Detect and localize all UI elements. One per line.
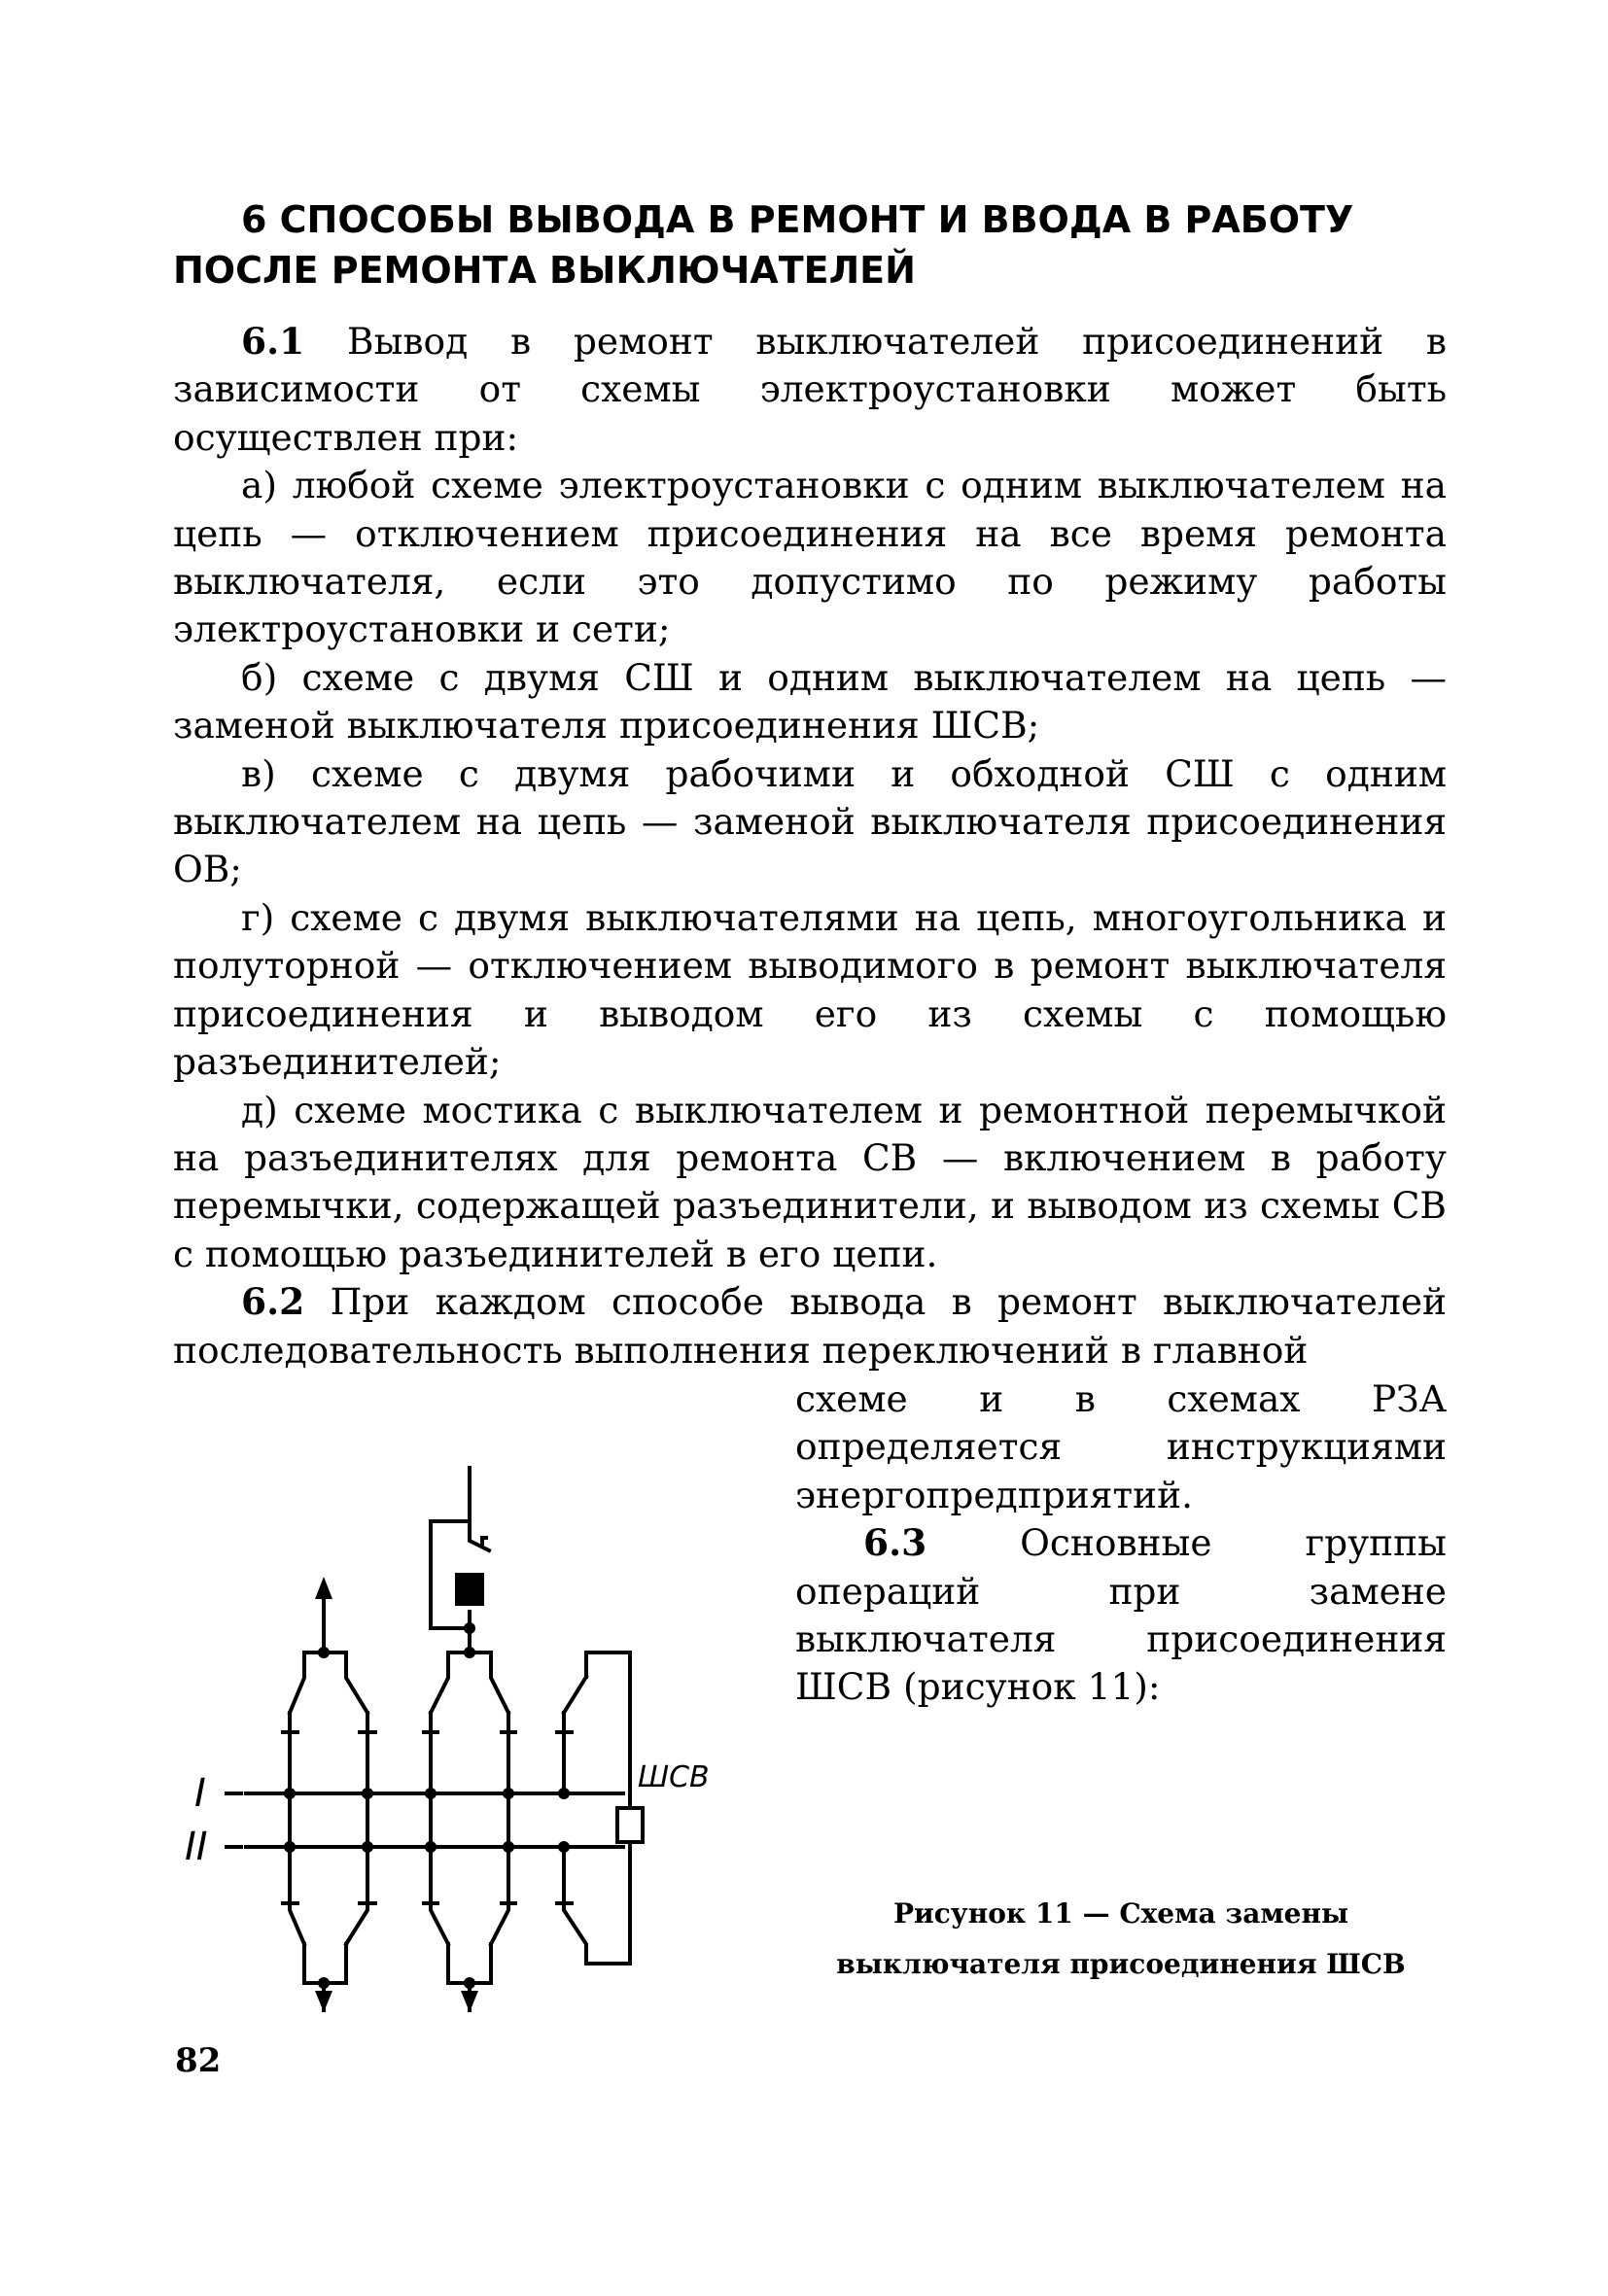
junction-dots: [284, 1622, 570, 1989]
breaker-label: ШСВ: [638, 1760, 710, 1794]
page-number: 82: [175, 2041, 222, 2080]
right-text-column: [795, 1375, 1447, 1712]
section-number: 6.2: [241, 1280, 305, 1324]
paragraph-6-2-continued: схеме и в схемах РЗА определяется инструкциями энергопредприятий.: [795, 1377, 1447, 1516]
upper-disconnectors: [290, 1652, 586, 1847]
breaker-block: [455, 1573, 484, 1606]
bus-label-dashes: [227, 1793, 241, 1847]
caption-line-2: выключателя присоединения ШСВ: [836, 1948, 1406, 1980]
list-item-b: б) схеме с двумя СШ и одним выключателем на цепь — заменой выключателя присоединения ШСВ;: [173, 655, 1447, 748]
paragraph-text: Основные группы операций при замене выключателя присоединения ШСВ (рисунок 11):: [795, 1521, 1448, 1709]
list-item-v: в) схеме с двумя рабочими и обходной СШ с одним выключателем на цепь — заменой выключателя присоединения ОВ;: [173, 751, 1447, 891]
caption-line-1: Рисунок 11 — Схема замены: [892, 1897, 1349, 1930]
list-item-d: д) схеме мостика с выключателем и ремонтной перемычкой на разъединителях для ремонта СВ — включением в работу перемычки, содержащей разъединители, и выводом из схемы СВ с помощью разъединителей в его цепи.: [173, 1088, 1447, 1275]
list-item-a: а) любой схеме электроустановки с одним выключателем на цепь — отключением присоединения на все время ремонта выключателя, если это допустимо по режиму работы электроустановки и сети;: [173, 464, 1447, 651]
section-number: 6.3: [863, 1521, 927, 1565]
heading-line-2: ПОСЛЕ РЕМОНТА ВЫКЛЮЧАТЕЛЕЙ: [173, 249, 916, 292]
bus-label-1: I: [194, 1771, 206, 1816]
lower-disconnectors: [290, 1793, 586, 1964]
section-number: 6.1: [241, 320, 305, 363]
paragraph-text: При каждом способе вывода в ремонт выключателей последовательность выполнения переключений в главной: [173, 1280, 1448, 1372]
figure-caption: [795, 1889, 1447, 1990]
paragraph-text: Вывод в ремонт выключателей присоединений в зависимости от схемы электроустановки может быть осуществлен при:: [173, 320, 1447, 459]
heading-line-1: 6 СПОСОБЫ ВЫВОДА В РЕМОНТ И ВВОДА В РАБОТУ: [241, 198, 1354, 241]
arrow-down-icon: [461, 1991, 478, 2012]
arrow-up-icon: [315, 1577, 332, 1599]
bus-coupler-scheme: [173, 1458, 756, 2012]
main-text-column: [173, 318, 1447, 1374]
list-item-g: г) схеме с двумя выключателями на цепь, многоугольника и полуторной — отключением выводимого в ремонт выключателя присоединения и выводом его из схемы с помощью разъединителей;: [173, 895, 1447, 1084]
paragraph-6-3: [795, 1519, 1447, 1712]
coupler-breaker-box: [617, 1808, 643, 1842]
paragraph-6-2: [173, 1278, 1447, 1374]
arrow-down-icon: [315, 1991, 332, 2012]
bus-label-2: II: [185, 1825, 208, 1869]
figure-11-diagram: [173, 1458, 756, 2012]
chapter-heading: [173, 194, 1437, 296]
paragraph-6-1: [173, 318, 1447, 462]
feeder-up: [304, 1594, 346, 1652]
